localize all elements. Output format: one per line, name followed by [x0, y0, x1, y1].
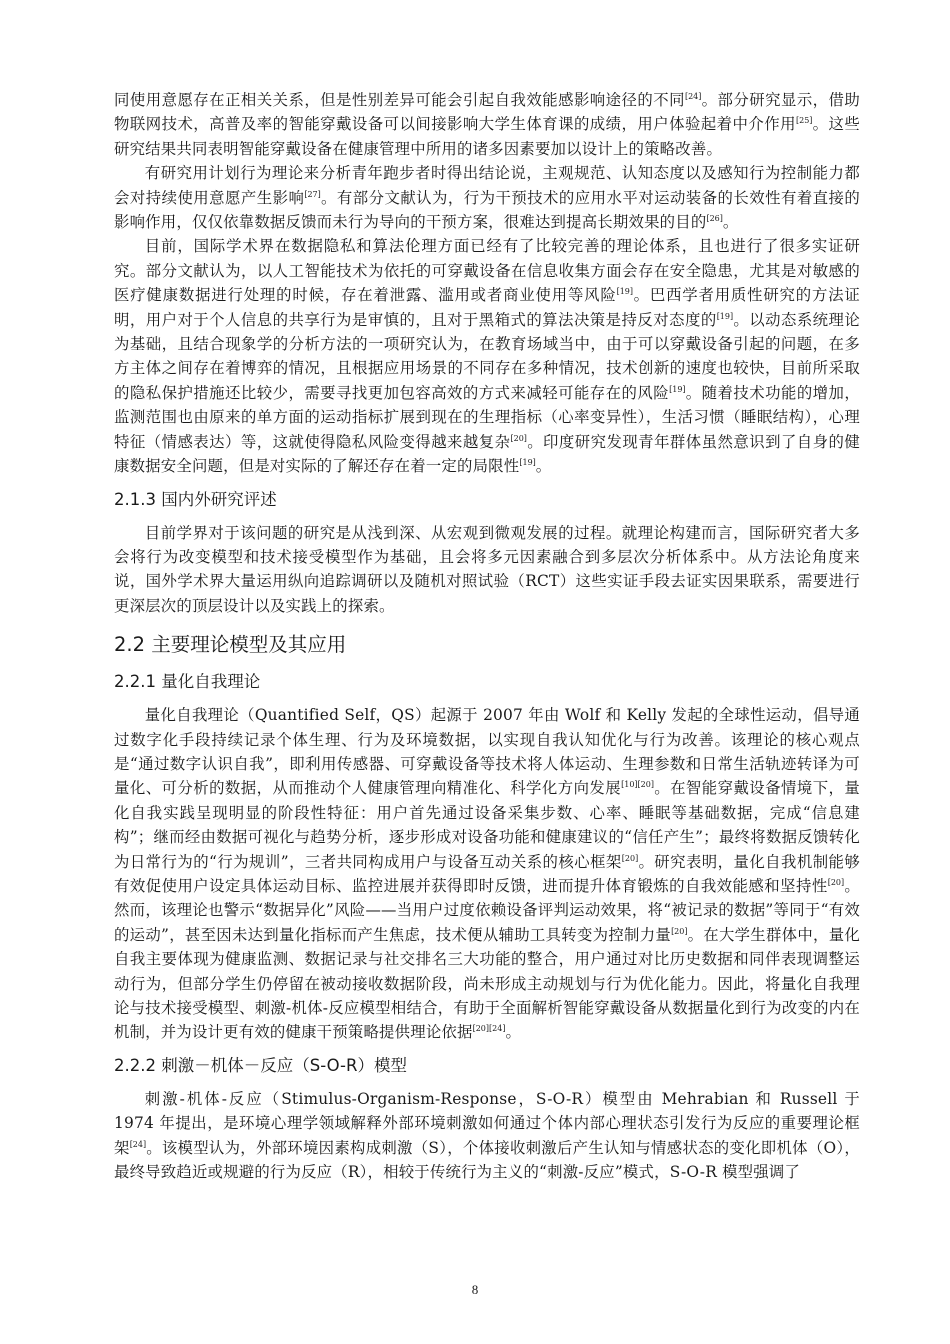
page-content	[114, 88, 860, 1184]
citation-ref: [20]	[827, 877, 845, 887]
text-run: 。这些研究结果共同表明智能穿戴设备在健康管理中所用的诸多因素要加以设计上的策略改善。	[114, 115, 860, 158]
citation-ref: [19]	[669, 384, 686, 394]
text-run: 量化自我理论（Quantified Self，QS）起源于 2007 年由 Wolf 和 Kelly 发起的全球性运动，倡导通过数字化手段持续记录个体生理、行为及环境数据，以实现自我认知优化与行为改善。该理论的核心观点是“通过数字认识自我”，即利用传感器、可穿戴设备等技术将人体运动、生理参数和日常生活轨迹转译为可量化、可分析的数据，从而推动个人健康管理向精准化、科学化方向发展	[114, 706, 860, 798]
section-heading-2-2-2: 2.2.2 刺激－机体－反应（S-O-R）模型	[114, 1055, 407, 1075]
citation-ref: [19]	[616, 287, 634, 297]
paragraph-1	[114, 88, 860, 161]
text-run: 同使用意愿存在正相关关系，但是性别差异可能会引起自我效能感影响途径的不同	[114, 91, 685, 109]
text-run: 。	[505, 1023, 522, 1042]
text-run: 。随着技术功能的增加，监测范围也由原来的单方面的运动指标扩展到现在的生理指标（心率变异性），生活习惯（睡眠结构），心理特征（情感表达）等，这就使得隐私风险变得越来越复杂	[114, 383, 860, 451]
citation-ref: [20]	[510, 433, 527, 443]
section-heading-2-2-1: 2.2.1 量化自我理论	[114, 672, 261, 692]
citation-ref: [19]	[519, 457, 536, 467]
citation-ref: [27]	[304, 189, 321, 199]
text-run: 。印度研究发现青年群体虽然意识到了自身的健康数据安全问题，但是对实际的了解还存在着一定的局限性	[114, 432, 860, 476]
paragraph-2	[114, 161, 860, 234]
text-run: 有研究用计划行为理论来分析青年跑步者时得出结论说，主观规范、认知态度以及感知行为控制能力都会对持续使用意愿产生影响	[114, 164, 860, 207]
paragraph-6	[114, 1087, 860, 1185]
paragraph-5	[114, 703, 860, 1045]
citation-ref: [20]	[621, 853, 639, 863]
paragraph-3	[114, 234, 860, 478]
section-heading-2-1-3: 2.1.3 国内外研究评述	[114, 489, 277, 509]
text-run: 。研究表明，量化自我机制能够有效促使用户设定具体运动目标、监控进展并获得即时反馈，进而提升体育锻炼的自我效能感和坚持性	[114, 852, 860, 895]
text-run: 目前，国际学术界在数据隐私和算法伦理方面已经有了比较完善的理论体系，且也进行了很多实证研究。部分文献认为，以人工智能技术为依托的可穿戴设备在信息收集方面会存在安全隐患，尤其是对敏感的医疗健康数据进行处理的时候，存在着泄露、滥用或者商业使用等风险	[114, 237, 860, 305]
citation-ref: [24]	[684, 91, 702, 101]
text-run: 目前学界对于该问题的研究是从浅到深、从宏观到微观发展的过程。就理论构建而言，国际研究者大多会将行为改变模型和技术接受模型作为基础，且会将多元因素融合到多层次分析体系中。从方法论角度来说，国外学术界大量运用纵向追踪调研以及随机对照试验（RCT）这些实证手段去证实因果联系，需要进行更深层次的顶层设计以及实践上的探索。	[114, 523, 860, 615]
citation-ref: [26]	[706, 213, 723, 223]
text-run: 。以动态系统理论为基础，且结合现象学的分析方法的一项研究认为，在教育场域当中，由于可以穿戴设备引起的问题，在多方主体之间存在着博弈的情况，且根据应用场景的不同存在多种情况，技术创新的速度也较快，目前所采取的隐私保护措施还比较少，需要寻找更加包容高效的方式来减轻可能存在的风险	[114, 310, 860, 402]
text-run: 。在大学生群体中，量化自我主要体现为健康监测、数据记录与社交排名三大功能的整合，用户通过对比历史数据和同伴表现调整运动行为，但部分学生仍停留在被动接收数据阶段，尚未形成主动规划与行为优化能力。因此，将量化自我理论与技术接受模型、刺激-机体-反应模型相结合，有助于全面解析智能穿戴设备从数据量化到行为改变的内在机制，并为设计更有效的健康干预策略提供理论依据	[114, 925, 860, 1042]
citation-ref: [10][20]	[621, 780, 654, 790]
text-run: 。	[722, 213, 739, 232]
citation-ref: [19]	[716, 311, 734, 321]
citation-ref: [24]	[129, 1139, 147, 1149]
text-run: 。然而，该理论也警示“数据异化”风险——当用户过度依赖设备评判运动效果，将“被记录的数据”等同于“有效的运动”，甚至因未达到量化指标而产生焦虑，技术便从辅助工具转变为控制力量	[114, 876, 860, 944]
paragraph-4	[114, 521, 860, 619]
citation-ref: [25]	[795, 116, 813, 126]
section-heading-2-2: 2.2 主要理论模型及其应用	[114, 633, 347, 657]
text-run: 刺激-机体-反应（Stimulus-Organism-Response，S-O-R）模型由 Mehrabian 和 Russell 于 1974 年提出，是环境心理学领域解释外部环境刺激如何通过个体内部心理状态引发行为反应的重要理论框架	[114, 1089, 860, 1157]
page-number: 8	[471, 1282, 479, 1297]
text-run: 。部分研究显示，借助物联网技术，高普及率的智能穿戴设备可以间接影响大学生体育课的成绩，用户体验起着中介作用	[114, 91, 860, 134]
text-run: 。在智能穿戴设备情境下，量化自我实践呈现明显的阶段性特征：用户首先通过设备采集步数、心率、睡眠等基础数据，完成“信息建构”；继而经由数据可视化与趋势分析，逐步形成对设备功能和健康建议的“信任产生”；最终将数据反馈转化为日常行为的“行为规训”，三者共同构成用户与设备互动关系的核心框架	[114, 779, 860, 871]
text-run: 。该模型认为，外部环境因素构成刺激（S），个体接收刺激后产生认知与情感状态的变化即机体（O），最终导致趋近或规避的行为反应（R），相较于传统行为主义的“刺激-反应”模式，S-O-R 模型强调了	[114, 1138, 860, 1182]
text-run: 。有部分文献认为，行为干预技术的应用水平对运动装备的长效性有着直接的影响作用，仅仅依靠数据反馈而未行为导向的干预方案，很难达到提高长期效果的目的	[114, 188, 860, 232]
text-run: 。巴西学者用质性研究的方法证明，用户对于个人信息的共享行为是审慎的，且对于黑箱式的算法决策是持反对态度的	[114, 286, 860, 329]
citation-ref: [20][24]	[472, 1024, 506, 1034]
citation-ref: [20]	[671, 926, 688, 936]
text-run: 。	[535, 457, 552, 476]
